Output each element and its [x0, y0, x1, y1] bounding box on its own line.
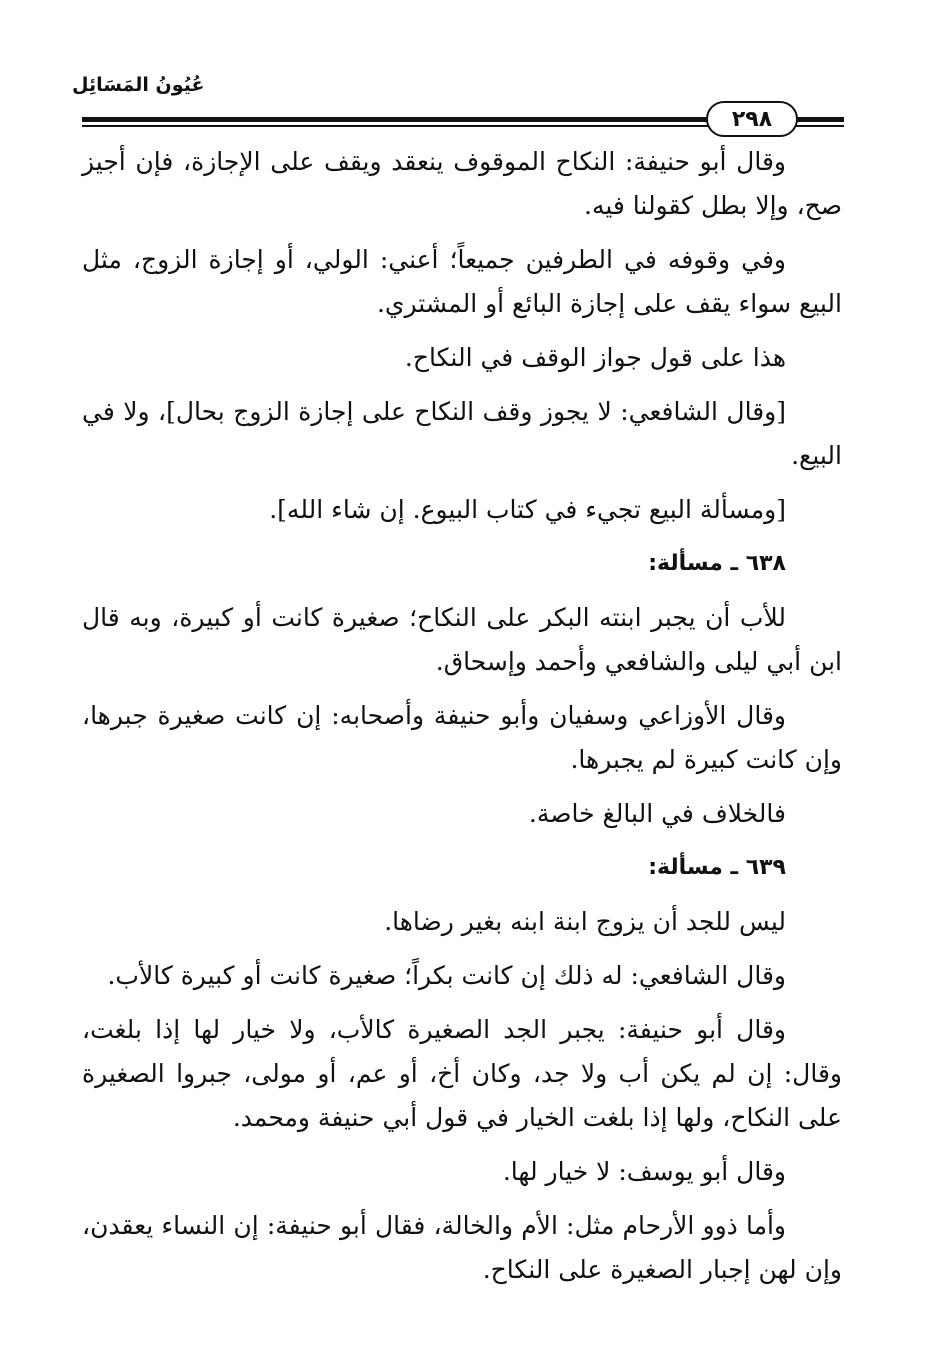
paragraph: [ومسألة البيع تجيء في كتاب البيوع. إن شاء الله]. [269, 495, 786, 524]
header-rule-right-thick [796, 117, 844, 122]
paragraph: فالخلاف في البالغ خاصة. [528, 799, 786, 828]
header-rule-thick [82, 117, 708, 122]
paragraph: ليس للجد أن يزوج ابنة ابنه بغير رضاها. [384, 907, 786, 936]
paragraph: وقال الشافعي: له ذلك إن كانت بكراً؛ صغيرة كانت أو كبيرة كالأب. [107, 961, 786, 990]
paragraph: وقال أبو حنيفة: يجبر الجد الصغيرة كالأب، ولا خيار لها إذا بلغت، وقال: إن لم يكن أب ولا جد، وكان أخ، أو عم، أو مولى، جبروا الصغيرة على النكاح، ولها إذا بلغت الخيار في قول أبي حنيفة ومحمد. [82, 1015, 842, 1132]
paragraph: وقال الأوزاعي وسفيان وأبو حنيفة وأصحابه: إن كانت صغيرة جبرها، وإن كانت كبيرة لم يجبرها. [82, 701, 842, 774]
header-rule-thin [82, 125, 708, 127]
running-header-title: عُيُونُ المَسَائِل [72, 74, 205, 96]
page-body [82, 140, 842, 1302]
header-rule-right-thin [796, 125, 844, 127]
paragraph: وقال أبو حنيفة: النكاح الموقوف ينعقد ويقف على الإجازة، فإن أجيز صح، وإلا بطل كقولنا فيه. [82, 147, 842, 220]
paragraph: [وقال الشافعي: لا يجوز وقف النكاح على إجازة الزوج بحال]، ولا في البيع. [82, 397, 842, 470]
paragraph: وفي وقوفه في الطرفين جميعاً؛ أعني: الولي، أو إجازة الزوج، مثل البيع سواء يقف على إجازة البائع أو المشتري. [82, 245, 842, 318]
page-number-badge: ٢٩٨ [706, 101, 798, 137]
paragraph: هذا على قول جواز الوقف في النكاح. [404, 343, 786, 372]
issue-heading-639: ٦٣٩ ـ مسألة: [648, 855, 786, 880]
paragraph: وأما ذوو الأرحام مثل: الأم والخالة، فقال أبو حنيفة: إن النساء يعقدن، وإن لهن إجبار الصغيرة على النكاح. [82, 1211, 842, 1284]
paragraph: للأب أن يجبر ابنته البكر على النكاح؛ صغيرة كانت أو كبيرة، وبه قال ابن أبي ليلى والشافعي وأحمد وإسحاق. [82, 603, 842, 676]
paragraph: وقال أبو يوسف: لا خيار لها. [502, 1157, 786, 1186]
issue-heading-638: ٦٣٨ ـ مسألة: [648, 551, 786, 576]
